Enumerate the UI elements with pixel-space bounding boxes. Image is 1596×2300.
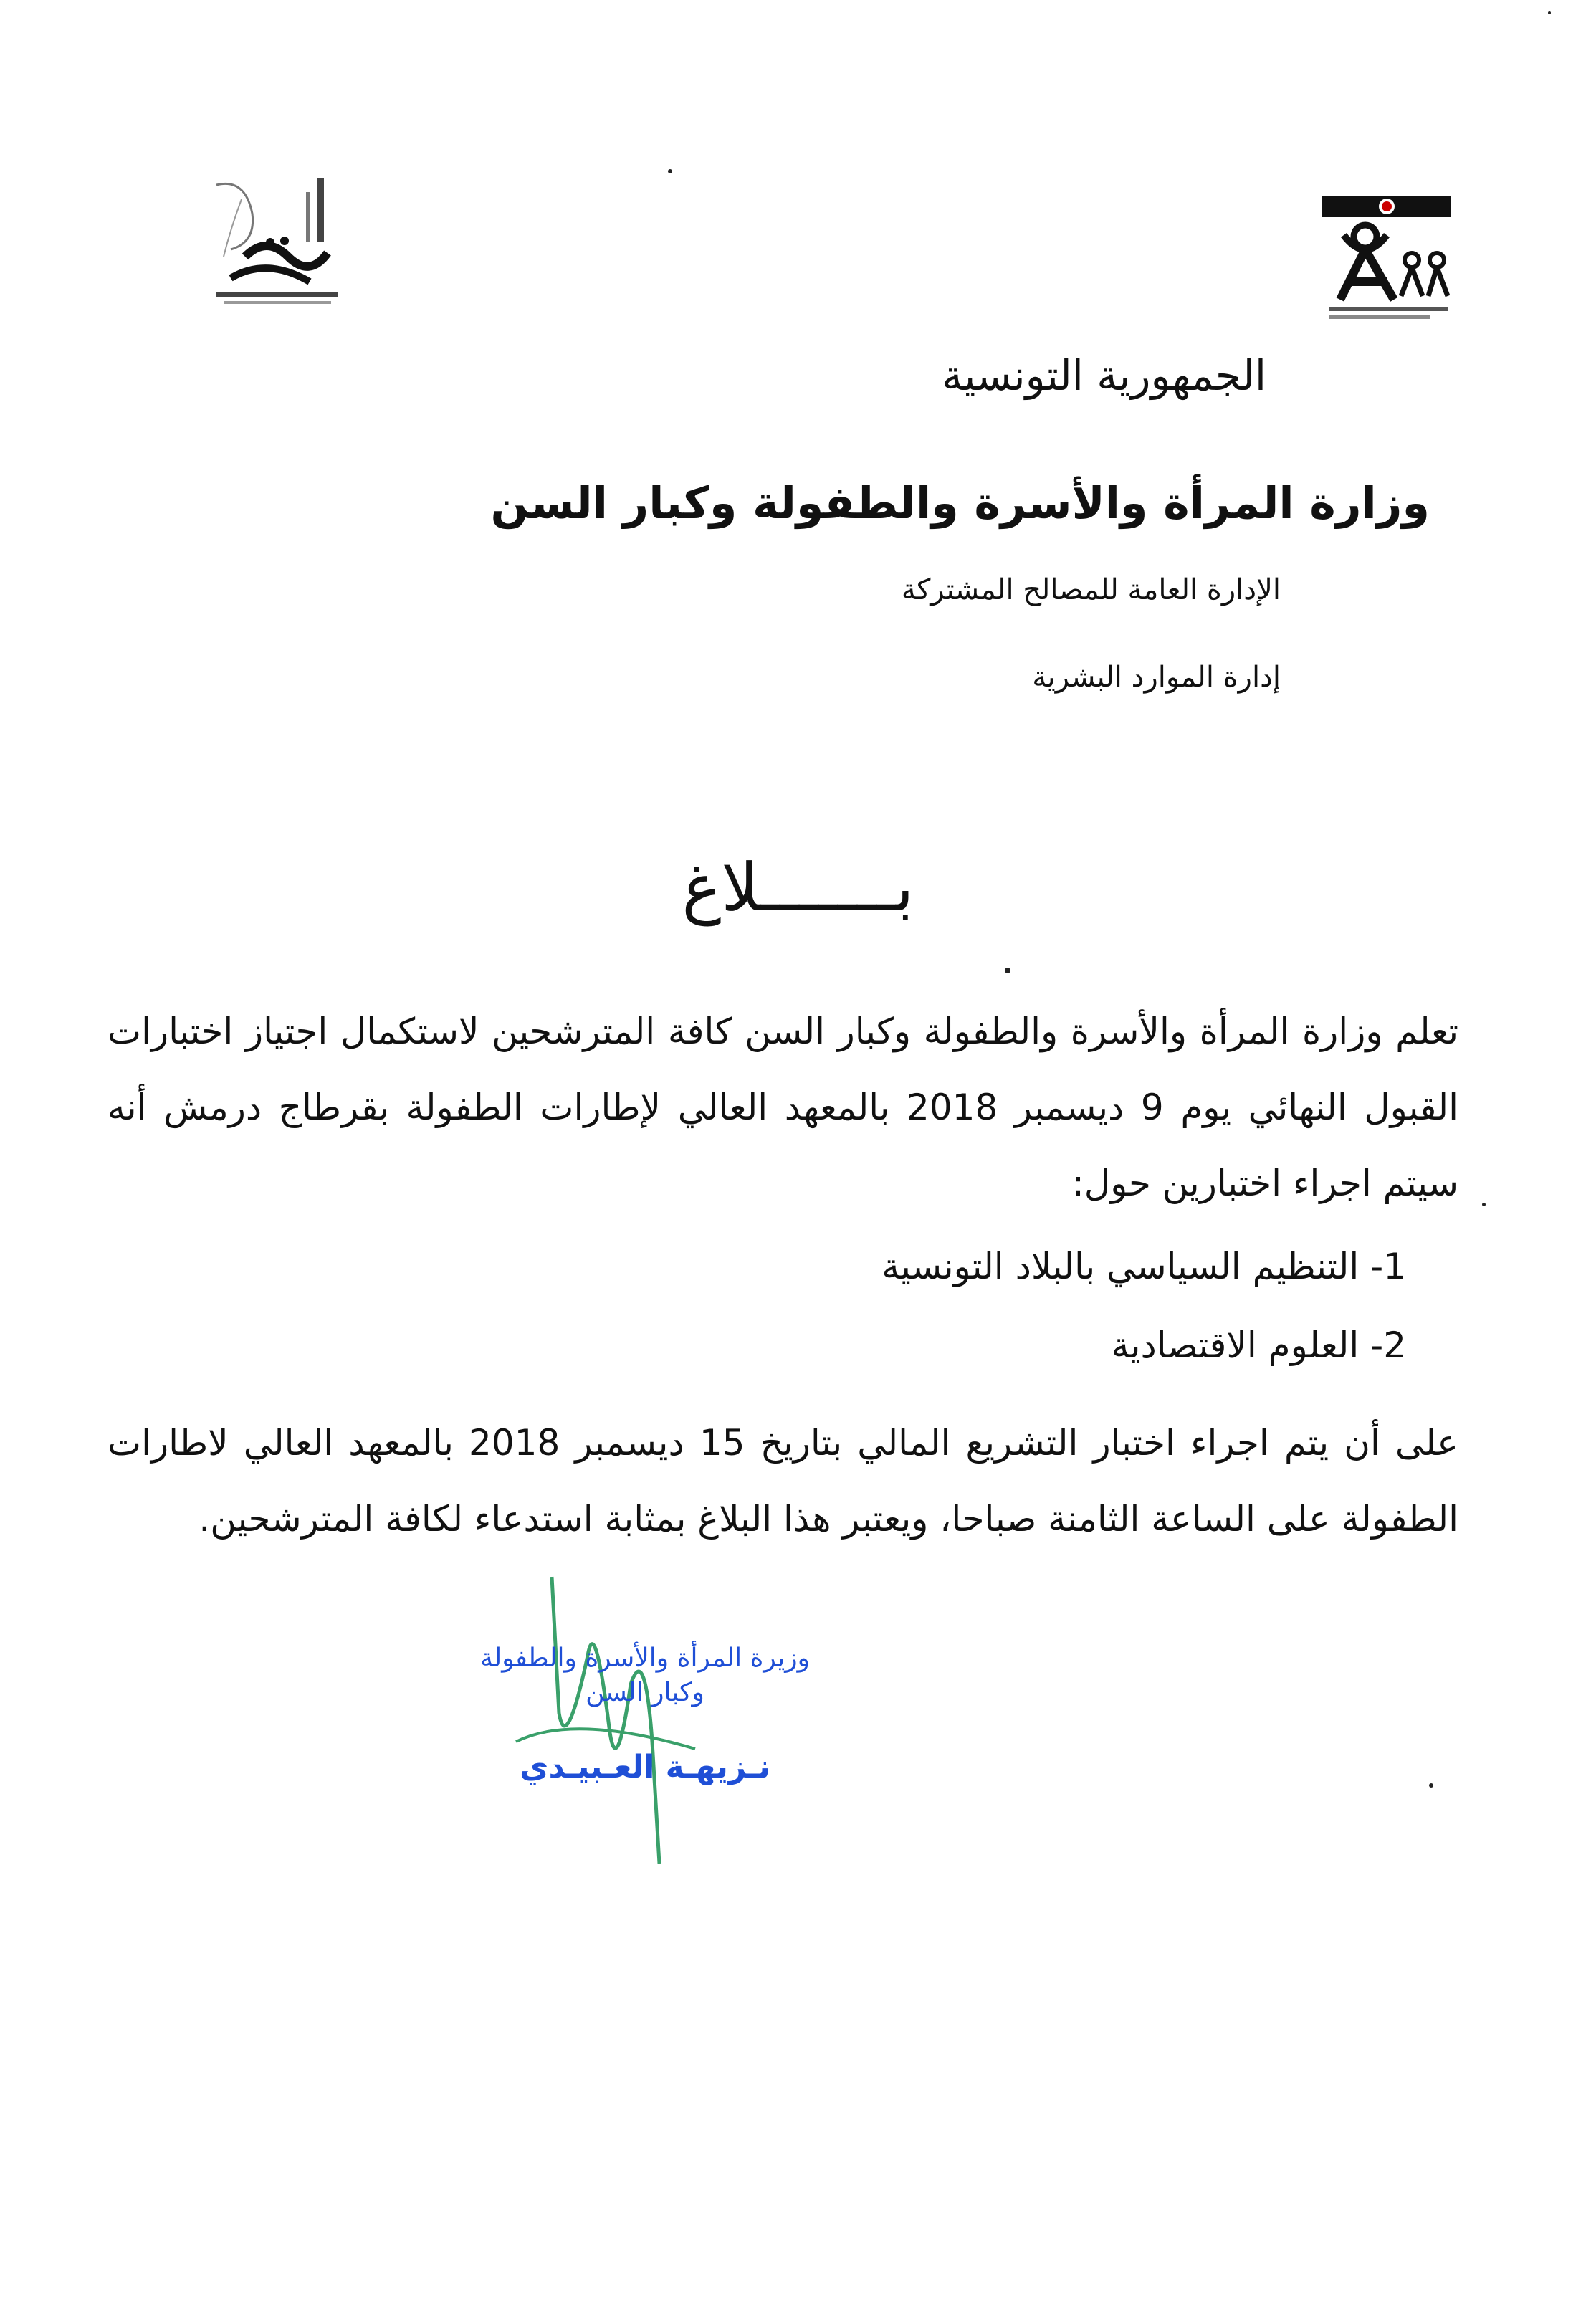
- scan-speck: [1429, 1783, 1433, 1788]
- directorate-line: الإدارة العامة للمصالح المشتركة: [901, 573, 1281, 606]
- ministry-emblem-icon: [1315, 192, 1458, 328]
- signatory-title-line-1: وزيرة المرأة والأسرة والطفولة: [479, 1643, 811, 1673]
- ministry-heading: وزارة المرأة والأسرة والطفولة وكبار السن: [490, 477, 1430, 529]
- scan-speck: [1482, 1203, 1486, 1206]
- scan-speck: [1005, 968, 1010, 973]
- signatory-name: نـزيهـة العـبيـدي: [520, 1749, 770, 1785]
- handwritten-signature-icon: [487, 1570, 717, 1871]
- scan-speck: [1548, 11, 1551, 14]
- list-item: 1- التنظيم السياسي بالبلاد التونسية: [881, 1246, 1406, 1287]
- department-line: إدارة الموارد البشرية: [1032, 661, 1281, 694]
- republic-heading: الجمهورية التونسية: [942, 351, 1266, 400]
- body-paragraph-1: تعلم وزارة المرأة والأسرة والطفولة وكبار السن كافة المترشحين لاستكمال اجتياز اختبارات القبول النهائي يوم 9 ديسمبر 2018 بالمعهد العالي لإطارات الطفولة بقرطاج درمش أنه سيتم اجراء اختبارين حول:: [107, 1011, 1459, 1204]
- scan-speck: [668, 169, 672, 173]
- signatory-title-line-2: وكبار السن: [586, 1678, 704, 1707]
- tunis-2016-logo-icon: [202, 171, 345, 314]
- signatory-title: [444, 1641, 846, 1710]
- body-paragraph-2: على أن يتم اجراء اختبار التشريع المالي بتاريخ 15 ديسمبر 2018 بالمعهد العالي لاطارات الطفولة على الساعة الثامنة صباحا، ويعتبر هذا البلاغ بمثابة استدعاء لكافة المترشحين.: [107, 1422, 1458, 1540]
- notice-title: بـــــــلاغ: [682, 849, 914, 926]
- list-item: 2- العلوم الاقتصادية: [1111, 1325, 1406, 1366]
